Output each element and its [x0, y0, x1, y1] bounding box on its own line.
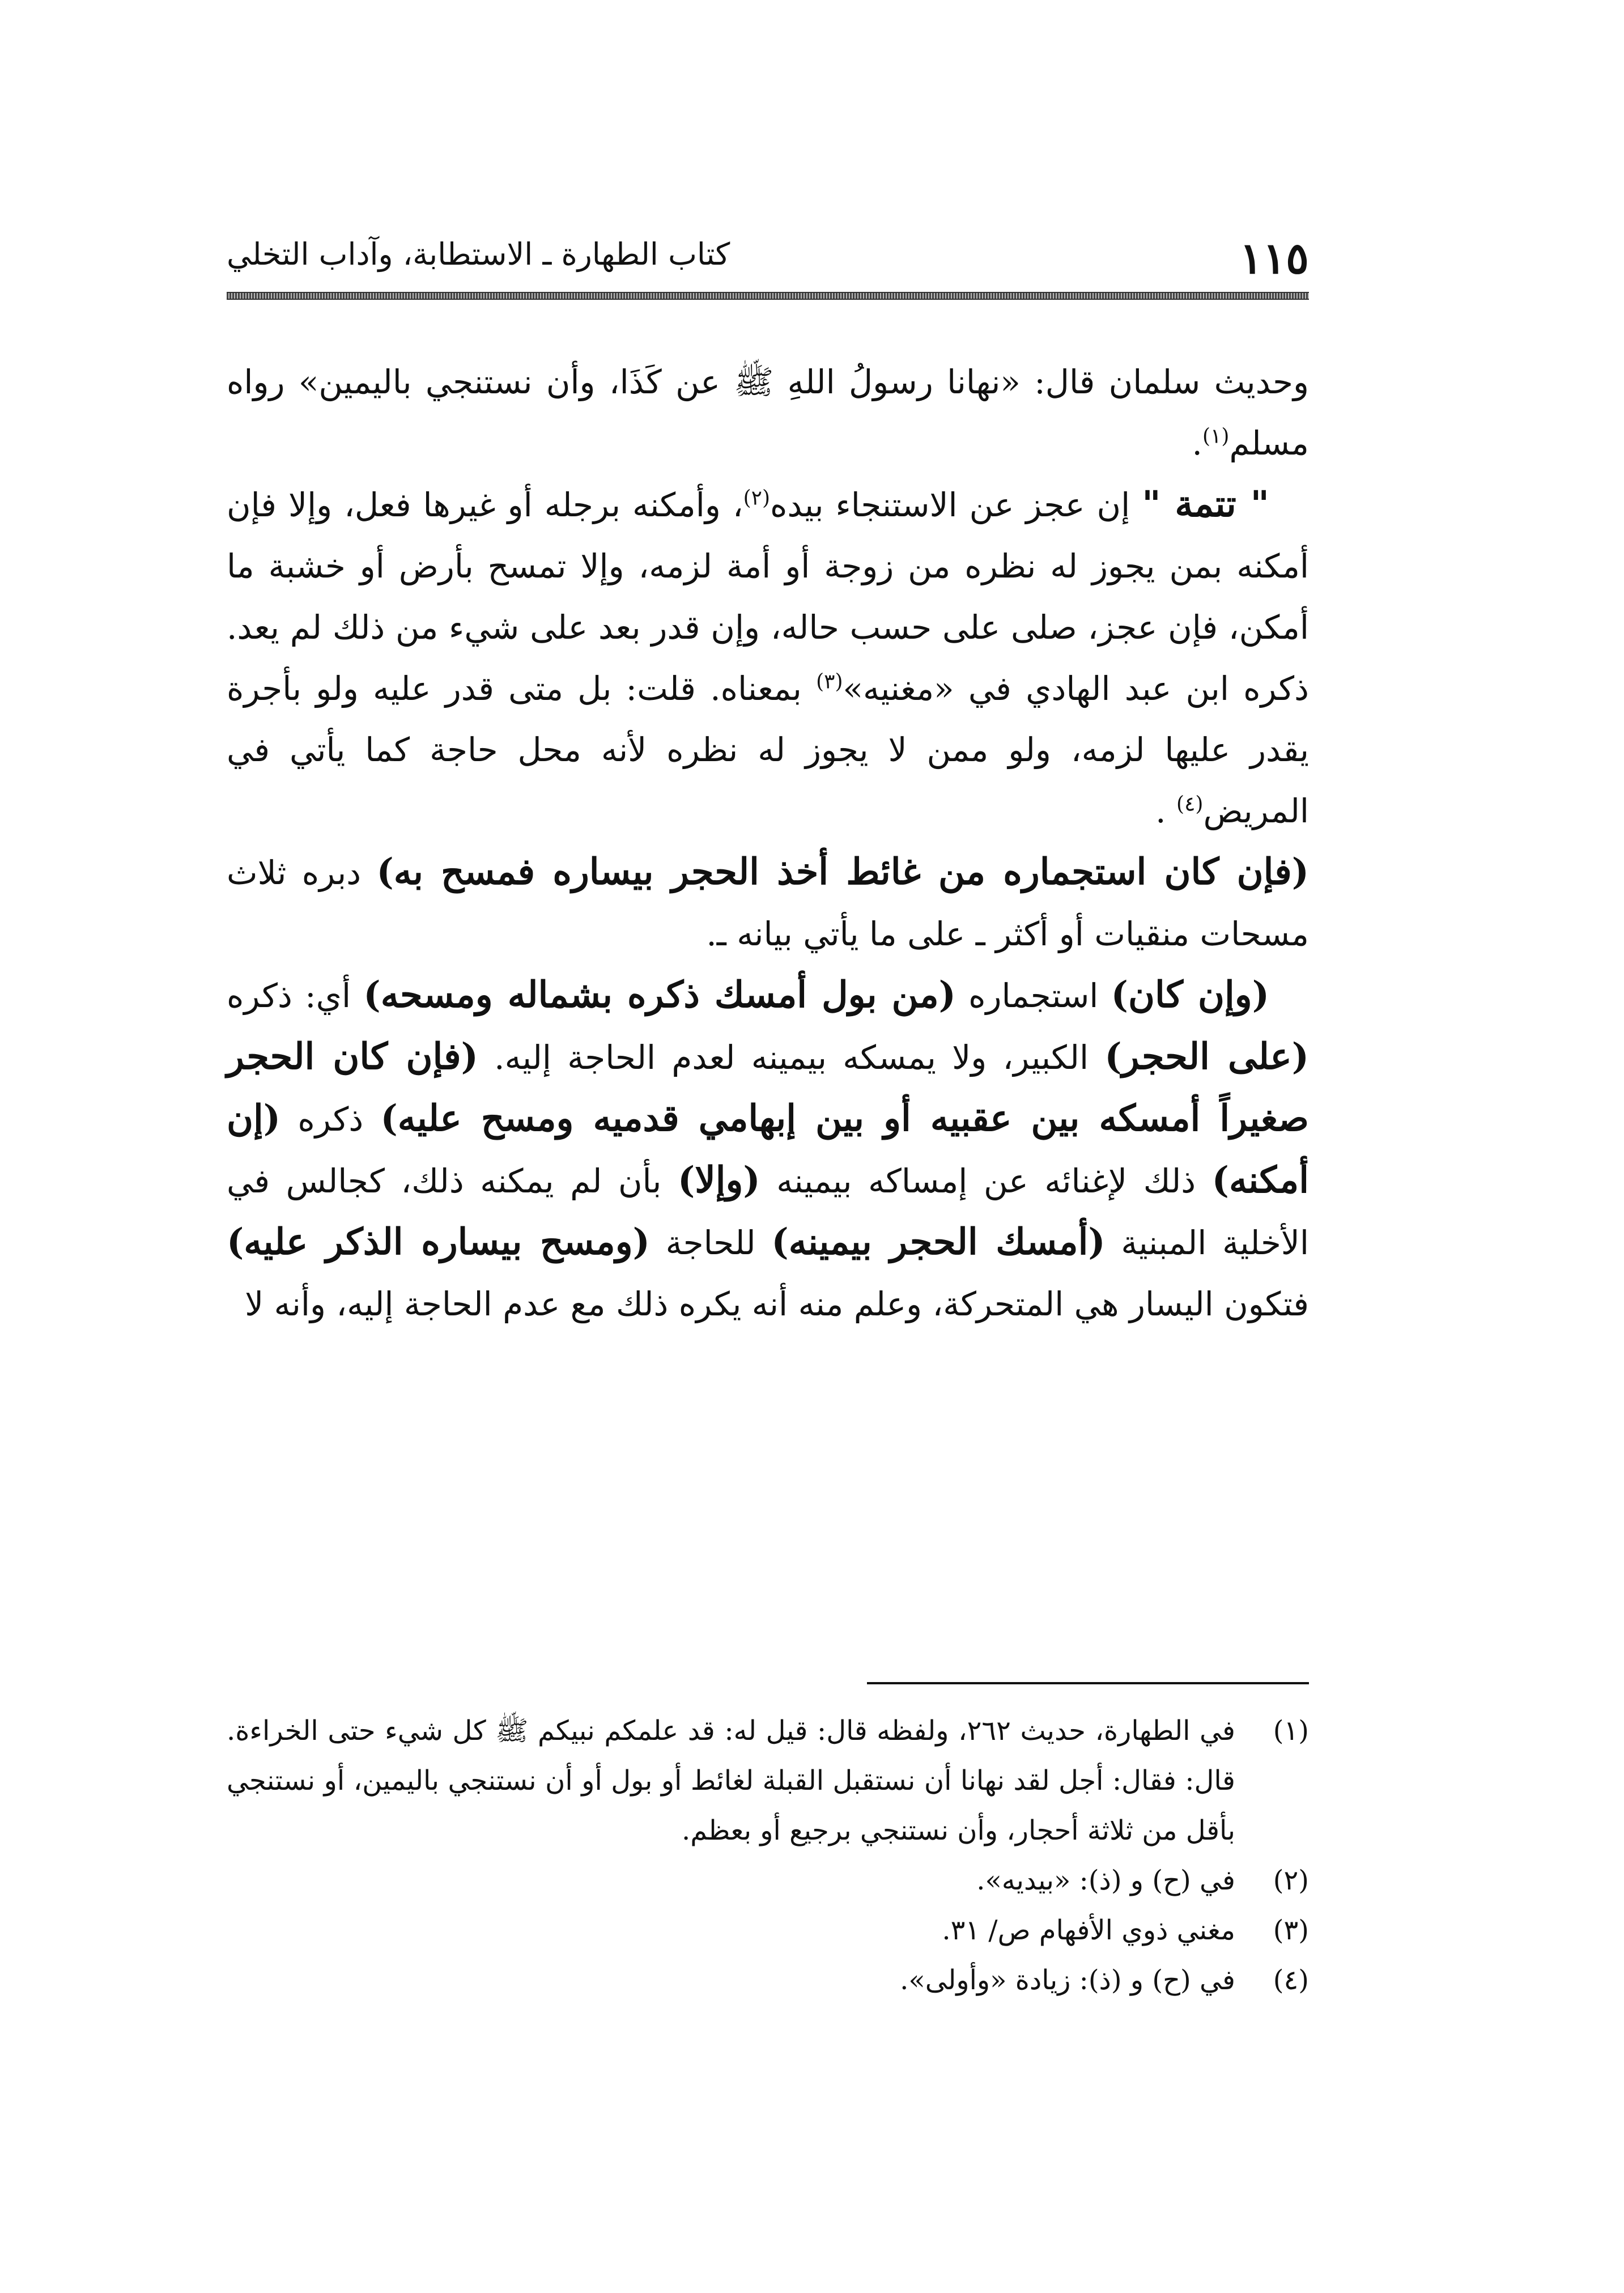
footnote-number: (٤) — [1273, 1964, 1309, 1996]
footnote-ref-3[interactable]: (٣) — [816, 670, 843, 694]
footnote-number: (٣) — [1273, 1914, 1309, 1946]
running-title: كتاب الطهارة ـ الاستطابة، وآداب التخلي — [227, 236, 730, 272]
paragraph-tatimma: " تتمة " إن عجز عن الاستنجاء بيده$^{(٢)}$، وأمكنه برجله أو غيرها فعل، وإلا فإن أمكنه بمن يجوز له نظره من زوجة أو أمة لزمه، وإلا تمسح بأرض أو خشبة ما أمكن، فإن عجز، صلى على حسب حاله، وإن قدر بعد على شيء من ذلك لم يعد. ذكره ابن عبد الهادي في «مغنيه»$^{(٣)}$ بمعناه. قلت: بل متى قدر عليه ولو بأجرة يقدر عليها لزمه، ولو ممن لا يجوز له نظره لأنه محل حاجة كما يأتي في المريض$^{(٤)}$ . — [227, 483, 1309, 830]
footnote-item — [227, 1855, 1309, 1905]
paragraph-ghaaet: (فإن كان استجماره من غائط أخذ الحجر بيساره فمسح به) دبره ثلاث مسحات منقيات أو أكثر ـ على ما يأتي بيانه ـ. — [227, 851, 1309, 953]
footnote-item — [227, 1955, 1309, 2005]
footnote-ref-1[interactable]: (١) — [1202, 424, 1230, 448]
footnotes — [227, 1706, 1309, 2005]
footnote-number: (١) — [1273, 1715, 1309, 1747]
page-header — [227, 230, 1309, 292]
paragraph-hadith-salman: وحديث سلمان قال: «نهانا رسولُ اللهِ ﷺ عن كَذَا، وأن نستنجي باليمين» رواه مسلم$^{(١)}$. — [227, 363, 1309, 462]
page-number: ١١٥ — [1239, 233, 1309, 283]
footnote-ref-4[interactable]: (٤) — [1176, 792, 1204, 816]
footnote-text: في (ح) و (ذ): زيادة «وأولى». — [900, 1964, 1235, 1996]
footnote-text: في الطهارة، حديث ٢٦٢، ولفظه قال: قيل له: قد علمكم نبيكم ﷺ كل شيء حتى الخراءة. قال: فقال: أجل لقد نهانا أن نستقبل القبلة لغائط أو بول أو أن نستنجي باليمين، أو نستنجي بأقل من ثلاثة أحجار، وأن نستنجي برجيع أو بعظم. — [227, 1715, 1235, 1846]
header-rule — [227, 292, 1309, 300]
footnote-separator — [867, 1682, 1309, 1684]
main-text — [227, 351, 1309, 1335]
footnote-text: في (ح) و (ذ): «بيديه». — [976, 1865, 1235, 1896]
footnote-ref-2[interactable]: (٢) — [743, 486, 771, 510]
footnote-text: مغني ذوي الأفهام ص/ ٣١. — [942, 1914, 1235, 1946]
footnote-item — [227, 1905, 1309, 1955]
paragraph-bawl: (وإن كان) استجماره (من بول أمسك ذكره بشماله ومسحه) أي: ذكره (على الحجر) الكبير، ولا يمسكه بيمينه لعدم الحاجة إليه. (فإن كان الحجر صغيراً أمسكه بين عقبيه أو بين إبهامي قدميه ومسح عليه) ذكره (إن أمكنه) ذلك لإغنائه عن إمساكه بيمينه (وإلا) بأن لم يمكنه ذلك، كجالس في الأخلية المبنية (أمسك الحجر بيمينه) للحاجة (ومسح بيساره الذكر عليه) فتكون اليسار هي المتحركة، وعلم منه أنه يكره ذلك مع عدم الحاجة إليه، وأنه لا — [227, 974, 1310, 1323]
footnote-item — [227, 1706, 1309, 1855]
footnote-number: (٢) — [1273, 1865, 1309, 1896]
